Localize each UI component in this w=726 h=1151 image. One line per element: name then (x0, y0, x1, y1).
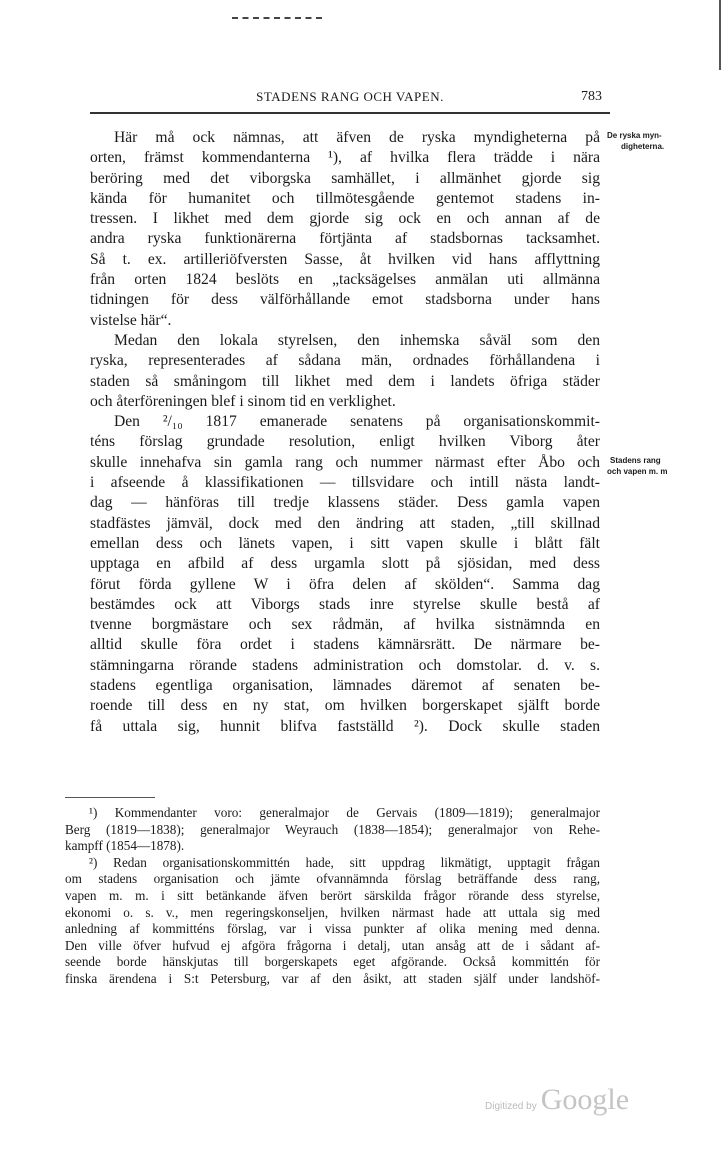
margin-note-line: De ryska myn- (607, 131, 662, 140)
text-line: skulle innehafva sin gamla rang och nummer närmast efter Åbo och (90, 453, 600, 471)
page-number: 783 (581, 89, 602, 104)
footnote-line: anledning af kommitténs förslag, var i vissa punkter af olika mening med denna. (65, 921, 600, 937)
text-line: stämningarna rörande stadens administration och domstolar. d. v. s. (90, 656, 600, 674)
margin-note-line: digheterna. (621, 142, 665, 151)
footnote-rule (65, 797, 155, 798)
footnote-line: Berg (1819—1838); generalmajor Weyrauch (1838—1854); generalmajor von Rehe- (65, 821, 600, 837)
footnote-line: seende borde hänskjutas till borgerskapets eget afgörande. Också kommittén för (65, 954, 600, 970)
scan-artifact (232, 17, 322, 22)
footnote-line: om stadens organisation och jämte ofvannämnda förslag beträffande dess rang, (65, 871, 600, 887)
text-line: tressen. I likhet med dem gjorde sig ock en och annan af de (90, 210, 600, 228)
margin-note-1 (607, 130, 664, 152)
text-line: Den ²/₁₀ 1817 emanerade senatens på organisationskommit- (114, 413, 600, 431)
text-line: beröring med det viborgska samhället, i allmänhet gjorde sig (90, 169, 600, 187)
text-line: tidningen för dess välförhållande emot stadsborna under hans (90, 291, 600, 309)
watermark-prefix: Digitized by (485, 1101, 537, 1112)
text-line: staden så småningom till likhet med dem i landets öfriga städer (90, 372, 600, 390)
text-line: få uttala sig, hunnit blifva fastställd ²). Dock skulle staden (90, 717, 600, 735)
footnote-line: ²) Redan organisationskommittén hade, sitt uppdrag likmätigt, upptagit frågan (89, 854, 600, 870)
running-header (90, 89, 610, 107)
text-line: andra ryska funktionärerna förtjänta af stadsbornas tacksamhet. (90, 230, 600, 248)
text-line: och återföreningen blef i sinom tid en verklighet. (90, 392, 396, 410)
text-line: roende till dess en ny stat, om hvilken borgerskapet själft borde (90, 697, 600, 715)
margin-note-2 (607, 455, 667, 477)
text-line: emellan dess och länets vapen, i sitt vapen skulle i blått fält (90, 534, 600, 552)
margin-note-line: Stadens rang (610, 456, 661, 465)
footnote-line: finska ärendena i S:t Petersburg, var af den åsikt, att staden själf under landshöf- (65, 970, 600, 986)
text-line: Så t. ex. artilleriöfversten Sasse, åt hvilken vid hans afflyttning (90, 250, 600, 268)
text-line: orten, främst kommendanterna ¹), af hvilka flera trädde i nära (90, 149, 600, 167)
header-rule (90, 112, 610, 114)
text-line: Här må ock nämnas, att äfven de ryska myndigheterna på (114, 129, 600, 146)
running-title: STADENS RANG OCH VAPEN. (256, 89, 444, 104)
text-line: upptaga en afbild af dess urgamla slott på sjösidan, med dess (90, 555, 600, 573)
page-edge (719, 0, 721, 70)
text-line: ryska, representerades af sådana män, ordnades förhållandena i (90, 352, 600, 370)
margin-note-line: och vapen m. m (607, 467, 668, 476)
text-line: tvenne borgmästare och sex rådmän, af hvilka sistnämnda en (90, 616, 600, 634)
footnote-line: Den ville öfver hufvud ej afgöra frågorna i detalj, utan ansåg att de i sådant af- (65, 937, 600, 953)
footnote-line: kampff (1854—1878). (65, 838, 185, 854)
text-line: Medan den lokala styrelsen, den inhemska såväl som den (114, 331, 600, 349)
text-line: stadens egentliga organisation, lämnades däremot af senaten be- (90, 677, 600, 695)
text-line: förut förda gyllene W i öfra delen af skölden“. Samma dag (90, 575, 600, 593)
footnote-line: ¹) Kommendanter voro: generalmajor de Gervais (1809—1819); generalmajor (89, 805, 600, 820)
text-line: bestämdes ock att Viborgs stads inre styrelse skulle bestå af (90, 595, 600, 613)
footnote-line: vapen m. m. i sitt betänkande äfven berört särskilda frågor rörande dess styrelse, (65, 887, 600, 903)
text-line: vistelse här“. (90, 311, 172, 329)
footnote-line: ekonomi o. s. v., men regeringskonseljen, hvilken närmast hade att uttala sig med (65, 904, 600, 920)
text-line: kända för humanitet och tillmötesgående gentemot stadens in- (90, 189, 600, 207)
text-line: i afseende å klassifikationen — tillsvidare och intill nästa landt- (90, 474, 600, 492)
google-watermark (485, 1083, 629, 1117)
text-line: alltid skulle föra ordet i stadens kämnärsrätt. De närmare be- (90, 636, 600, 654)
google-logo: Google (540, 1083, 630, 1116)
text-line: téns förslag grundade resolution, enligt hvilken Viborg åter (90, 433, 600, 451)
text-line: från orten 1824 beslöts en „tacksägelses anmälan uti allmänna (90, 271, 600, 289)
text-line: dag — hänföras till tredje klassens städer. Dess gamla vapen (90, 494, 600, 512)
body-text (90, 128, 600, 737)
text-line: stadfästes jämväl, dock med den ändring att staden, „till skillnad (90, 514, 600, 532)
footnotes (65, 805, 600, 988)
